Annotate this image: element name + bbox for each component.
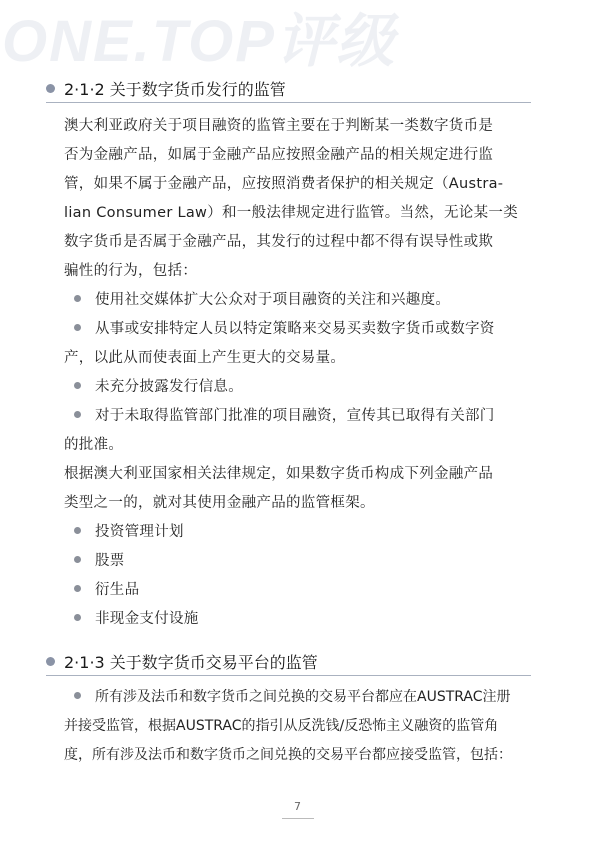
text-line: 骗性的行为，包括： — [64, 263, 198, 279]
list-item-continuation: 产，以此从而使表面上产生更大的交易量。 — [64, 350, 346, 366]
text-line: 度，所有涉及法币和数字货币之间兑换的交易平台都应接受监管，包括： — [64, 747, 512, 763]
framework-paragraph — [64, 460, 534, 518]
page-number: 7 — [294, 800, 301, 813]
list-item: 使用社交媒体扩大公众对于项目融资的关注和兴趣度。 — [64, 286, 534, 315]
list-item: 未充分披露发行信息。 — [64, 373, 534, 402]
text-line: 根据澳大利亚国家相关法律规定，如果数字货币构成下列金融产品 — [64, 466, 494, 482]
bullet-dot-icon — [74, 411, 81, 418]
bullet-dot-icon — [46, 657, 55, 666]
text-line: 管，如果不属于金融产品，应按照消费者保护的相关规定（Austra- — [64, 176, 504, 192]
text-line: 并接受监管，根据AUSTRAC的指引从反洗钱/反恐怖主义融资的监管角 — [64, 718, 499, 734]
list-item: 衍生品 — [64, 576, 534, 605]
footer-divider — [282, 818, 314, 819]
bullet-dot-icon — [74, 585, 81, 592]
text-line: 类型之一的，就对其使用金融产品的监管框架。 — [64, 495, 375, 511]
bullet-dot-icon — [74, 692, 81, 699]
intro-paragraph — [64, 112, 534, 286]
bullet-dot-icon — [74, 614, 81, 621]
list-item: 从事或安排特定人员以特定策略来交易买卖数字货币或数字资 — [64, 315, 534, 344]
text-line: 数字货币是否属于金融产品，其发行的过程中都不得有误导性或欺 — [64, 234, 494, 250]
text-line: 澳大利亚政府关于项目融资的监管主要在于判断某一类数字货币是 — [64, 118, 494, 134]
section-heading-2-1-2 — [46, 76, 531, 103]
bullet-dot-icon — [74, 324, 81, 331]
section-title: 2·1·3 关于数字货币交易平台的监管 — [64, 653, 318, 672]
product-types-list — [64, 518, 534, 634]
bullet-dot-icon — [74, 295, 81, 302]
watermark-logo: ONE.TOP评级 — [2, 9, 396, 74]
list-item: 股票 — [64, 547, 534, 576]
bullet-dot-icon — [74, 556, 81, 563]
bullet-dot-icon — [74, 382, 81, 389]
list-item: 投资管理计划 — [64, 518, 534, 547]
text-line: 否为金融产品，如属于金融产品应按照金融产品的相关规定进行监 — [64, 147, 494, 163]
list-item: 对于未取得监管部门批准的项目融资，宣传其已取得有关部门 — [64, 402, 534, 431]
bullet-dot-icon — [74, 527, 81, 534]
section-heading-2-1-3 — [46, 649, 531, 676]
section-title: 2·1·2 关于数字货币发行的监管 — [64, 80, 286, 99]
misleading-behaviors-list — [64, 286, 534, 460]
list-item: 非现金支付设施 — [64, 605, 534, 634]
bullet-dot-icon — [46, 84, 55, 93]
text-line: lian Consumer Law）和一般法律规定进行监管。当然，无论某一类 — [64, 205, 519, 221]
exchange-platform-paragraph — [64, 683, 534, 770]
list-item-continuation: 的批准。 — [64, 437, 124, 453]
list-item: 所有涉及法币和数字货币之间兑换的交易平台都应在AUSTRAC注册 — [64, 683, 534, 712]
